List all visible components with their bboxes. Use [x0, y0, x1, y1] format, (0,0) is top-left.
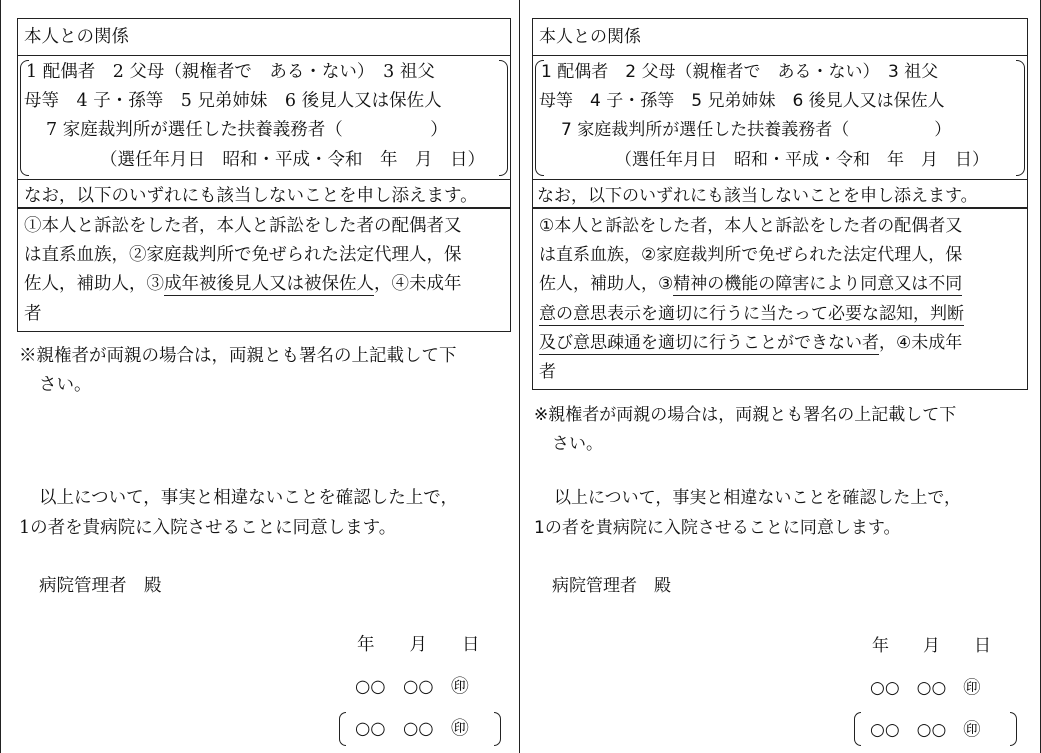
left-relation-box: [17, 18, 511, 208]
left-cond-line-4: 者: [24, 304, 42, 324]
left-signature-2: ○○ ○○ ㊞: [355, 719, 469, 739]
left-note-1: ※親権者が両親の場合は，両親とも署名の上記載して下: [19, 346, 457, 366]
right-cond-line-5-post: ，④未成年: [879, 333, 963, 353]
right-conditions-box: [532, 208, 1028, 390]
right-date: 年 月 日: [872, 636, 991, 656]
right-declaration: なお，以下のいずれにも該当しないことを申し添えます。: [537, 186, 978, 206]
left-relation-header: 本人との関係: [24, 27, 129, 47]
right-relation-line-2: 母等 4 子・孫等 5 兄弟姉妹 6 後見人又は保佐人: [539, 91, 945, 111]
right-cond-line-4: [539, 301, 964, 327]
right-relation-box: [532, 18, 1028, 208]
right-signature: ○○ ○○ ㊞: [870, 678, 981, 698]
right-cond-line-1: ①本人と訴訟をした者，本人と訴訟をした者の配偶者又: [539, 216, 963, 236]
right-column: [520, 0, 1041, 753]
right-relation-line-3: 7 家庭裁判所が選任した扶養義務者（ ）: [561, 120, 952, 140]
right-cond-underlined-1: 精神の機能の障害により同意又は不同: [673, 274, 963, 294]
left-confirm-2: 1の者を貴病院に入院させることに同意します。: [19, 518, 397, 538]
right-cond-line-6: 者: [539, 362, 556, 382]
left-column: [0, 0, 520, 753]
right-signature-2: ○○ ○○ ㊞: [870, 720, 981, 740]
left-confirm-1: 以上について，事実と相違ないことを確認した上で，: [39, 488, 458, 508]
right-note-1: ※親権者が両親の場合は，両親とも署名の上記載して下: [534, 405, 957, 425]
right-addressee: 病院管理者 殿: [552, 576, 671, 596]
left-cond-line-2: は直系血族，②家庭裁判所で免ぜられた法定代理人，保: [24, 245, 462, 265]
right-relation-line-4: （選任年月日 昭和・平成・令和 年 月 日）: [615, 150, 989, 170]
right-cond-underlined-2: 意の意思表示を適切に行うに当たって必要な認知，判断: [539, 304, 964, 324]
right-confirm-1: 以上について，事実と相違ないことを確認した上で，: [554, 488, 961, 508]
left-relation-line-2: 母等 4 子・孫等 5 兄弟姉妹 6 後見人又は保佐人: [24, 91, 442, 111]
left-relation-line-3: 7 家庭裁判所が選任した扶養義務者（ ）: [46, 120, 448, 140]
left-relation-line-4: （選任年月日 昭和・平成・令和 年 月 日）: [100, 150, 485, 170]
right-cond-line-2: は直系血族，②家庭裁判所で免ぜられた法定代理人，保: [539, 245, 963, 265]
right-cond-line-3-pre: 佐人，補助人，③: [539, 274, 674, 294]
left-conditions-box: [17, 208, 511, 332]
left-relation-line-1: 1 配偶者 2 父母（親権者で ある・ない） 3 祖父: [26, 62, 435, 82]
right-cond-line-3: [539, 271, 962, 297]
left-signature: ○○ ○○ ㊞: [355, 677, 469, 697]
left-date: 年 月 日: [357, 635, 480, 655]
right-cond-line-5: [539, 330, 962, 356]
left-cond-line-3: [24, 271, 462, 297]
right-confirm-2: 1の者を貴病院に入院させることに同意します。: [534, 518, 901, 538]
right-note-2: さい。: [552, 434, 603, 454]
left-cond-underlined: 成年被後見人又は被保佐人: [164, 274, 374, 294]
right-relation-header: 本人との関係: [539, 27, 641, 47]
right-relation-line-1: 1 配偶者 2 父母（親権者で ある・ない） 3 祖父: [541, 62, 939, 82]
right-cond-underlined-3: 及び意思疎通を適切に行うことができない者: [539, 333, 879, 353]
left-cond-line-3-pre: 佐人，補助人，③: [24, 274, 164, 294]
left-cond-line-3-post: ，④未成年: [374, 274, 462, 294]
left-note-2: さい。: [39, 375, 92, 395]
left-declaration: なお，以下のいずれにも該当しないことを申し添えます。: [24, 186, 478, 206]
left-cond-line-1: ①本人と訴訟をした者，本人と訴訟をした者の配偶者又: [24, 216, 462, 236]
left-addressee: 病院管理者 殿: [39, 576, 162, 596]
